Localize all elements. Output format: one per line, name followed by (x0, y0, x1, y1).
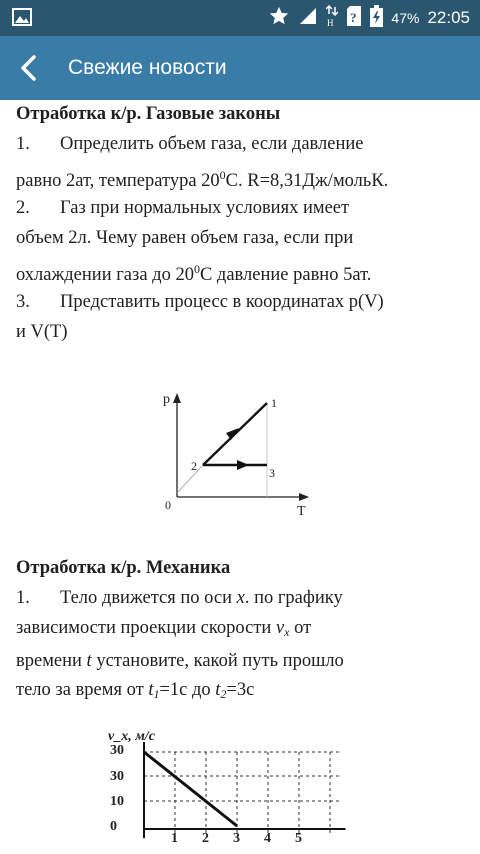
battery-icon (370, 5, 383, 32)
pt-label-origin: 0 (165, 498, 171, 512)
pt-label-point-1: 1 (271, 396, 277, 410)
y-tick-label: 0 (110, 819, 117, 834)
data-arrows-icon (326, 5, 338, 32)
chart-y-ticks (110, 743, 124, 834)
x-tick-label: 5 (295, 831, 302, 846)
task-2-line-3: охлаждении газа до $20^0С$ давление равно 5ат. (16, 262, 372, 285)
x-tick-label: 3 (233, 831, 240, 846)
task-3-line-1: 3. Представить процесс в координатах p(V) (16, 292, 384, 312)
task-2-line-2: объем 2л. Чему равен объем газа, если при (16, 228, 354, 248)
pt-arrow-1-2 (226, 428, 239, 440)
pt-guide-origin (177, 465, 203, 493)
x-tick-label: 1 (171, 831, 178, 846)
pt-label-point-2: 2 (191, 459, 197, 473)
series-line (144, 752, 237, 826)
mech-task-1-line-1: 1. Тело движется по оси x. по графику (16, 588, 343, 608)
pt-diagram (155, 385, 315, 520)
x-tick-label: 2 (202, 831, 209, 846)
article-content (0, 100, 480, 854)
image-icon (12, 8, 32, 31)
task-2-line-1: 2. Газ при нормальных условиях имеет (16, 198, 350, 218)
chart-axes (144, 742, 346, 838)
x-tick-label: 4 (264, 831, 271, 846)
task-1-line-1: 1. Определить объем газа, если давление (16, 134, 364, 154)
chart-grid (144, 752, 339, 836)
app-bar (0, 36, 480, 100)
svg-text:?: ? (350, 9, 357, 25)
y-tick-label: 30 (110, 769, 124, 784)
pt-label-point-3: 3 (269, 466, 275, 480)
star-icon (268, 5, 290, 32)
pt-label-p: p (163, 392, 170, 407)
signal-icon (298, 6, 318, 31)
section-title-mechanics: Отработка к/р. Механика (16, 558, 231, 578)
battery-percent: 47% (391, 10, 420, 26)
clock-time: 22:05 (427, 8, 470, 27)
chart-ylabel: v_x, м/с (108, 729, 155, 744)
y-tick-label: 30 (110, 743, 124, 758)
pt-axis-x-arrow (299, 493, 309, 501)
sim-question-icon (346, 5, 362, 32)
task-3-line-2: и V(T) (16, 322, 68, 342)
chart-x-ticks (171, 831, 302, 846)
mech-task-1-line-3: времени t установите, какой путь прошло (16, 651, 344, 671)
page-title: Свежие новости (68, 56, 227, 79)
velocity-chart (100, 722, 380, 854)
section-title-gas-laws: Отработка к/р. Газовые законы (16, 104, 281, 124)
svg-text:H: H (327, 17, 334, 27)
task-1-line-2: равно 2ат, температура $20^0С$. R=8,31Дж/мольК. (16, 168, 389, 191)
chevron-left-icon (8, 46, 52, 90)
chart-series (144, 752, 237, 826)
status-bar (0, 0, 480, 36)
pt-label-t: T (297, 504, 306, 519)
mech-task-1-line-2: зависимости проекции скорости $v_x$ от (16, 618, 312, 639)
back-button[interactable] (8, 46, 52, 90)
pt-arrow-2-3 (237, 460, 249, 470)
mech-task-1-line-4: тело за время от $t_1=1с$ до $t_2=3с$ (16, 680, 255, 701)
pt-axis-y-arrow (173, 393, 181, 403)
y-tick-label: 10 (110, 794, 124, 809)
